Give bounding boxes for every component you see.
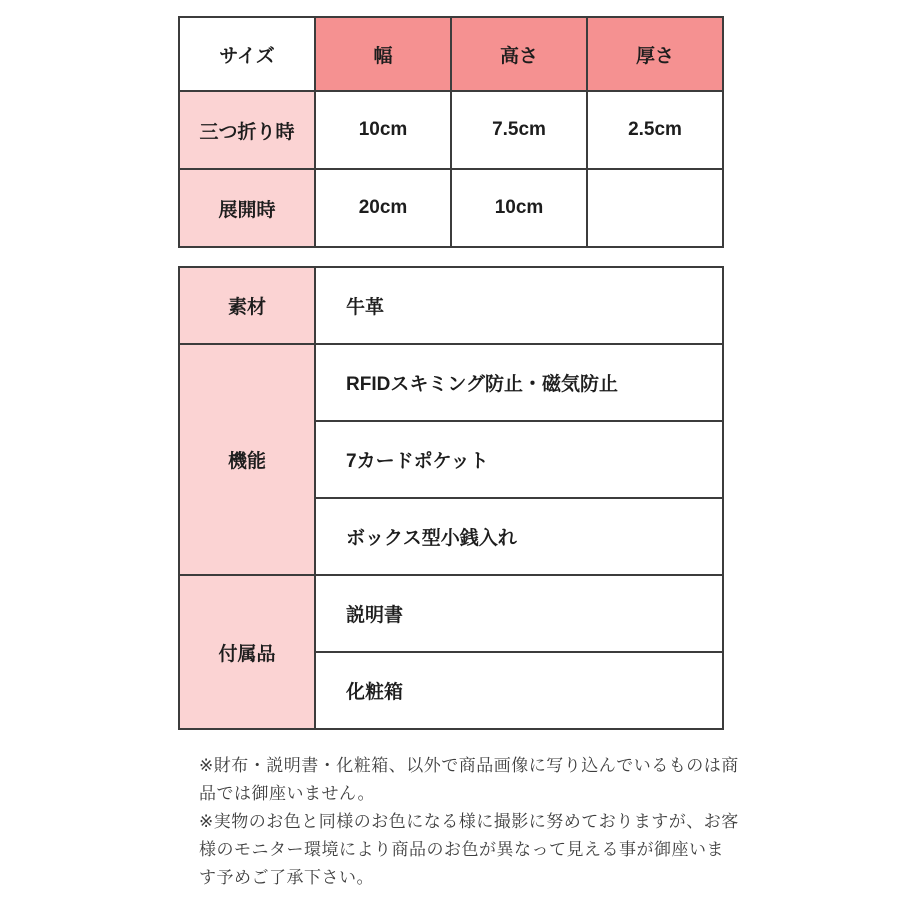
notes <box>199 752 741 892</box>
spec-label-material: 素材 <box>179 267 315 344</box>
size-value-folded-width: 10cm <box>315 91 451 169</box>
note-color-disclaimer: ※実物のお色と同様のお色になる様に撮影に努めておりますが、お客様のモニター環境により商品のお色が異なって見える事が御座います予めご了承下さい。 <box>199 812 739 887</box>
size-header-width: 幅 <box>315 17 451 91</box>
spec-value-feature-rfid: RFIDスキミング防止・磁気防止 <box>315 344 723 421</box>
spec-row-feature-1 <box>179 344 723 421</box>
size-value-unfolded-width: 20cm <box>315 169 451 247</box>
size-header-corner: サイズ <box>179 17 315 91</box>
note-product-items-disclaimer: ※財布・説明書・化粧箱、以外で商品画像に写り込んでいるものは商品では御座いません。 <box>199 756 739 803</box>
size-row-label-unfolded: 展開時 <box>179 169 315 247</box>
size-value-folded-depth: 2.5cm <box>587 91 723 169</box>
spec-value-feature-coincase: ボックス型小銭入れ <box>315 498 723 575</box>
spec-value-material: 牛革 <box>315 267 723 344</box>
size-value-folded-height: 7.5cm <box>451 91 587 169</box>
spec-row-material <box>179 267 723 344</box>
size-value-unfolded-depth <box>587 169 723 247</box>
spec-value-accessory-box: 化粧箱 <box>315 652 723 729</box>
size-row-unfolded <box>179 169 723 247</box>
size-header-depth: 厚さ <box>587 17 723 91</box>
size-table <box>178 16 724 248</box>
size-row-folded <box>179 91 723 169</box>
size-value-unfolded-height: 10cm <box>451 169 587 247</box>
spec-table <box>178 266 724 730</box>
spec-label-features: 機能 <box>179 344 315 575</box>
spec-row-accessory-1 <box>179 575 723 652</box>
spec-label-accessories: 付属品 <box>179 575 315 729</box>
size-row-label-folded: 三つ折り時 <box>179 91 315 169</box>
spec-value-accessory-manual: 説明書 <box>315 575 723 652</box>
size-table-header-row <box>179 17 723 91</box>
size-header-height: 高さ <box>451 17 587 91</box>
spec-value-feature-cardpockets: 7カードポケット <box>315 421 723 498</box>
